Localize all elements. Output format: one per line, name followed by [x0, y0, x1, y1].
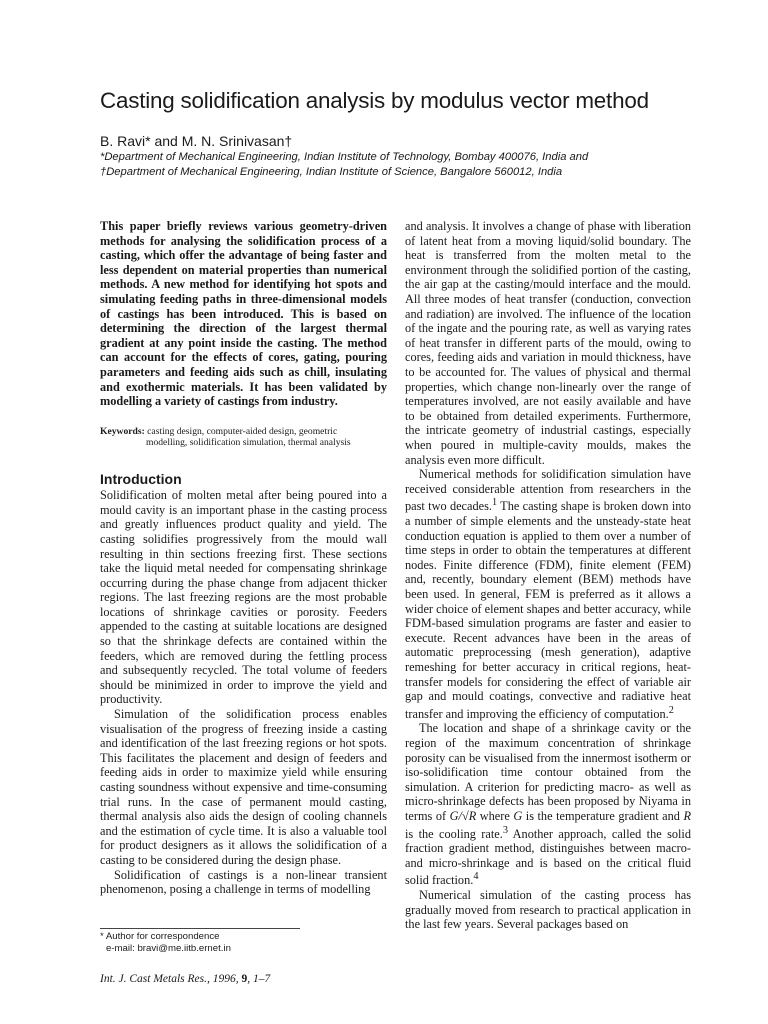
right-paragraph-4: Numerical simulation of the casting process has gradually moved from research to practical application in the last few years. Several packages based on: [405, 888, 691, 932]
affiliation-1: *Department of Mechanical Engineering, Indian Institute of Technology, Bombay 400076, India and: [100, 151, 589, 163]
para3-text-e: Another approach, called the solid fraction gradient method, distinguishes between macro- and micro-shrinkage and is based on the critical fluid solid fraction.: [405, 826, 691, 888]
affiliation-2: †Department of Mechanical Engineering, Indian Institute of Science, Bangalore 560012, India: [100, 166, 563, 178]
journal-citation: [100, 973, 270, 985]
journal-pages: , 1–7: [247, 973, 271, 985]
reference-4: 4: [473, 871, 479, 883]
paper-title: Casting solidification analysis by modulus vector method: [100, 88, 649, 113]
journal-name: Int. J. Cast Metals Res.,: [100, 973, 210, 985]
intro-paragraph-2: Simulation of the solidification process enables visualisation of the progress of freezing inside a casting and identification of the last freezing regions or hot spots. This facilitates the placement and design of feeders and feeding aids in order to maximize yield while ensuring casting soundness without expensive and time-consuming trial runs. In the case of permanent mould casting, thermal analysis also aids the design of cooling channels and the estimation of cycle time. It is also a valuable tool for product designers as it allows the solidification of a casting to be considered during the design phase.: [100, 707, 387, 867]
right-paragraph-1: and analysis. It involves a change of phase with liberation of latent heat from a moving liquid/solid boundary. The heat is transferred from the molten metal to the environment through the solidified portion of the casting, the air gap at the casting/mould interface and the mould. All three modes of heat transfer (conduction, convection and radiation) are involved. The influence of the location of the ingate and the pouring rate, as well as varying rates of heat transfer in different parts of the mould, owing to cores, feeding aids and variation in mould thickness, have to be accounted for. The values of physical and thermal properties, which change non-linearly over the range of temperatures involved, are not easily available and have to be obtained from detailed experiments. Furthermore, the intricate geometry of industrial castings, especially when poured in multiple-cavity moulds, makes the analysis even more difficult.: [405, 219, 691, 467]
keywords: [100, 426, 387, 448]
journal-year: 1996,: [209, 973, 242, 985]
para2-text-a: Numerical methods for solidification simulation have received considerable attention from researchers in the past two decades.: [405, 467, 691, 514]
niyama-formula: G/√R: [449, 808, 477, 823]
footnote-email: e-mail: bravi@me.iitb.ernet.in: [106, 942, 231, 954]
footnote-author: * Author for correspondence: [100, 931, 220, 942]
journal-volume: 9: [241, 973, 248, 985]
introduction-heading: Introduction: [100, 471, 182, 488]
para3-text-d: is the cooling rate.: [405, 826, 503, 841]
abstract: This paper briefly reviews various geometry-driven methods for analysing the solidification process of a casting, which offer the advantage of being faster and less dependent on material properties than numerical methods. A new method for identifying hot spots and simulating feeding paths in three-dimensional models of castings has been introduced. This is based on determining the direction of the largest thermal gradient at any point inside the casting. The method can account for the effects of cores, gating, pouring parameters and feeding aids such as chill, insulating and exothermic materials. It has been validated by modelling a variety of castings from industry.: [100, 219, 387, 409]
right-paragraph-3: [405, 721, 691, 888]
symbol-g: G: [513, 808, 523, 823]
para3-text-b: where: [476, 808, 514, 823]
footnote: [100, 928, 300, 954]
keywords-line-2: modelling, solidification simulation, thermal analysis: [146, 436, 351, 448]
authors: B. Ravi* and M. N. Srinivasan†: [100, 133, 293, 149]
reference-3: 3: [502, 824, 508, 836]
right-column: [405, 219, 691, 932]
reference-2: 2: [668, 704, 674, 716]
intro-paragraph-1: Solidification of molten metal after being poured into a mould cavity is an important phase in the casting process and greatly influences product quality and yield. The casting solidifies progressively from the mould wall resulting in thin sections freezing first. These sections take the liquid metal needed for compensating shrinkage occurring during the phase change from adjacent thicker regions. The last freezing regions are the most probable locations of shrinkage cavities or porosity. Feeders appended to the casting at suitable locations are designed so that the shrinkage defects are contained within the feeders, which are removed during the fettling process and subsequently recycled. The total volume of feeders should be minimized in order to improve the yield and productivity.: [100, 488, 387, 707]
para3-text-a: The location and shape of a shrinkage cavity or the region of the maximum concentration of shrinkage porosity can be visualised from the innermost isotherm or iso-solidification time contour obtained from the simulation. A criterion for predicting macro- as well as micro-shrinkage defects has been proposed by Niyama in terms of: [405, 721, 691, 823]
keywords-line-1: casting design, computer-aided design, geometric: [147, 425, 338, 437]
para3-text-c: is the temperature gradient and: [522, 808, 684, 823]
left-column: [100, 219, 387, 897]
reference-1: 1: [491, 497, 498, 509]
intro-paragraph-3: Solidification of castings is a non-linear transient phenomenon, posing a challenge in terms of modelling: [100, 867, 387, 897]
para2-text-b: The casting shape is broken down into a number of simple elements and the unsteady-state heat conduction equation is applied to them over a number of time steps in order to obtain the temperatures at different nodes. Finite difference (FDM), finite element (FEM) and, recently, boundary element (BEM) methods have been used. In general, FEM is preferred as it allows a wider choice of element shapes and better accuracy, while FDM-based simulation programs are faster and easier to execute. Recent advances have been in the areas of automatic preprocessing (mesh generation), adaptive remeshing for better accuracy in critical regions, heat-transfer models for considering the effect of variable air gap and mould coatings, convective and radiative heat transfer and improving the efficiency of computation.: [405, 499, 691, 721]
right-paragraph-2: [405, 467, 691, 721]
symbol-r: R: [683, 808, 691, 823]
keywords-label: Keywords:: [100, 425, 145, 437]
